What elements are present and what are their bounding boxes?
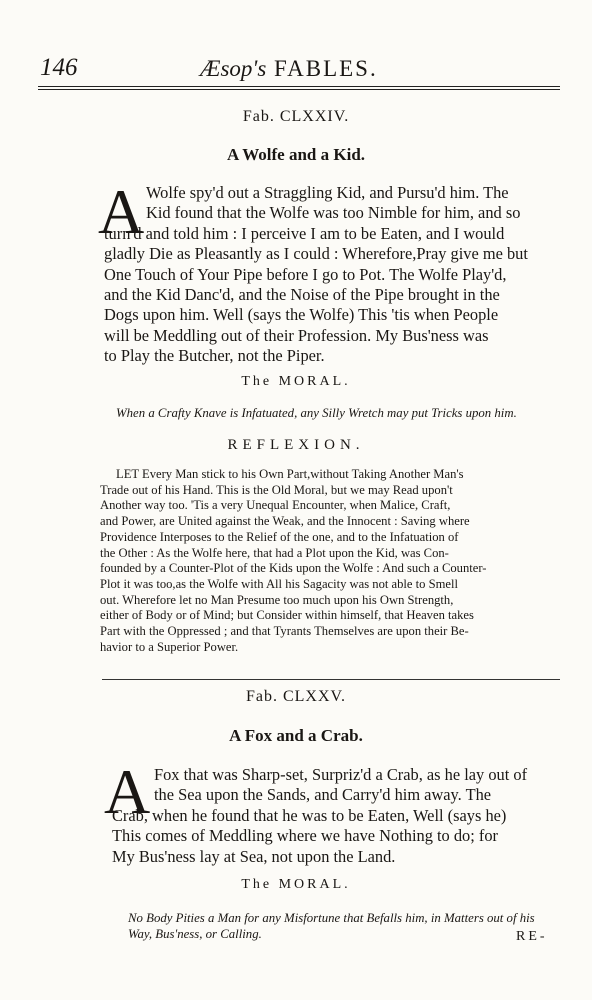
reflexion-line: out. Wherefore let no Man Presume too much upon his Own Strength, bbox=[100, 592, 454, 607]
fable-line: to Play the Butcher, not the Piper. bbox=[104, 346, 325, 366]
reflexion-line: Providence Interposes to the Relief of the one, and to the Infatuation of bbox=[100, 529, 459, 544]
running-title bbox=[200, 56, 378, 82]
fable-line: Fox that was Sharp-set, Surpriz'd a Crab, as he lay out of bbox=[154, 765, 528, 784]
fable-line: Kid found that the Wolfe was too Nimble for him, and so bbox=[146, 203, 521, 223]
reflexion-line: either of Body or of Mind; but Consider within himself, that Heaven takes bbox=[100, 608, 474, 623]
fable-line: will be Meddling out of their Profession. My Bus'ness was bbox=[104, 325, 489, 345]
fable-line: Dogs upon him. Well (says the Wolfe) This 'tis when People bbox=[104, 305, 499, 325]
reflexion-line: havior to a Superior Power. bbox=[100, 639, 239, 654]
page-number: 146 bbox=[40, 54, 78, 81]
fable-number: Fab. CLXXIV. bbox=[242, 108, 350, 125]
running-title-author: Æsop's bbox=[200, 56, 267, 81]
reflexion-line: Trade out of his Hand. This is the Old Moral, but we may Read upon't bbox=[100, 482, 453, 497]
moral-text: No Body Pities a Man for any Misfortune that Befalls him, in Matters out of his Way, Bus'ness, or Calling. bbox=[128, 911, 535, 941]
fable-line: gladly Die as Pleasantly as I could : Wherefore,Pray give me but bbox=[104, 244, 528, 264]
running-title-fables: FABLES. bbox=[274, 56, 378, 81]
reflexion-line: Part with the Oppressed ; and that Tyrants Themselves are upon their Be- bbox=[100, 624, 469, 639]
reflexion-body bbox=[100, 467, 560, 655]
fable-line: and the Kid Danc'd, and the Noise of the Pipe brought in the bbox=[104, 285, 500, 305]
reflexion-line: founded by a Counter-Plot of the Kids upon the Wolfe : And such a Counter- bbox=[100, 561, 487, 576]
moral-heading: The MORAL. bbox=[241, 374, 351, 389]
fable-body bbox=[112, 765, 559, 867]
fable-number: Fab. CLXXV. bbox=[245, 688, 347, 705]
fable-title: A Fox and a Crab. bbox=[229, 726, 363, 745]
fable-line: the Sea upon the Sands, and Carry'd him away. The bbox=[154, 785, 492, 805]
drop-cap: A bbox=[98, 176, 145, 247]
reflexion-line: the Other : As the Wolfe here, that had a Plot upon the Kid, was Con- bbox=[100, 545, 449, 560]
moral-heading: The MORAL. bbox=[241, 877, 351, 892]
fable-body bbox=[104, 183, 559, 367]
fable-line: turn'd and told him : I perceive I am to be Eaten, and I would bbox=[104, 223, 505, 243]
fable-line: One Touch of Your Pipe before I go to Pot. The Wolfe Play'd, bbox=[104, 264, 507, 284]
reflexion-line: and Power, are United against the Weak, and the Innocent : Saving where bbox=[100, 514, 470, 529]
catchword: RE- bbox=[516, 929, 548, 944]
header-rule bbox=[38, 86, 560, 90]
moral-text: When a Crafty Knave is Infatuated, any Silly Wretch may put Tricks upon him. bbox=[116, 406, 517, 420]
drop-cap: A bbox=[104, 756, 151, 827]
fable-line: Crab, when he found that he was to be Eaten, Well (says he) bbox=[112, 805, 507, 825]
fable-line: My Bus'ness lay at Sea, not upon the Land. bbox=[112, 846, 396, 866]
fable-line: Wolfe spy'd out a Straggling Kid, and Pursu'd him. The bbox=[146, 183, 509, 202]
section-divider bbox=[102, 679, 560, 680]
reflexion-line: Another way too. 'Tis a very Unequal Encounter, when Malice, Craft, bbox=[100, 498, 451, 513]
fable-line: This comes of Meddling where we have Nothing to do; for bbox=[112, 826, 499, 846]
fable-title: A Wolfe and a Kid. bbox=[226, 145, 366, 164]
reflexion-heading: REFLEXION. bbox=[227, 437, 365, 453]
reflexion-line: Plot it was too,as the Wolfe with All his Sagacity was not able to Smell bbox=[100, 576, 458, 591]
reflexion-line: LET Every Man stick to his Own Part,without Taking Another Man's bbox=[116, 467, 464, 481]
